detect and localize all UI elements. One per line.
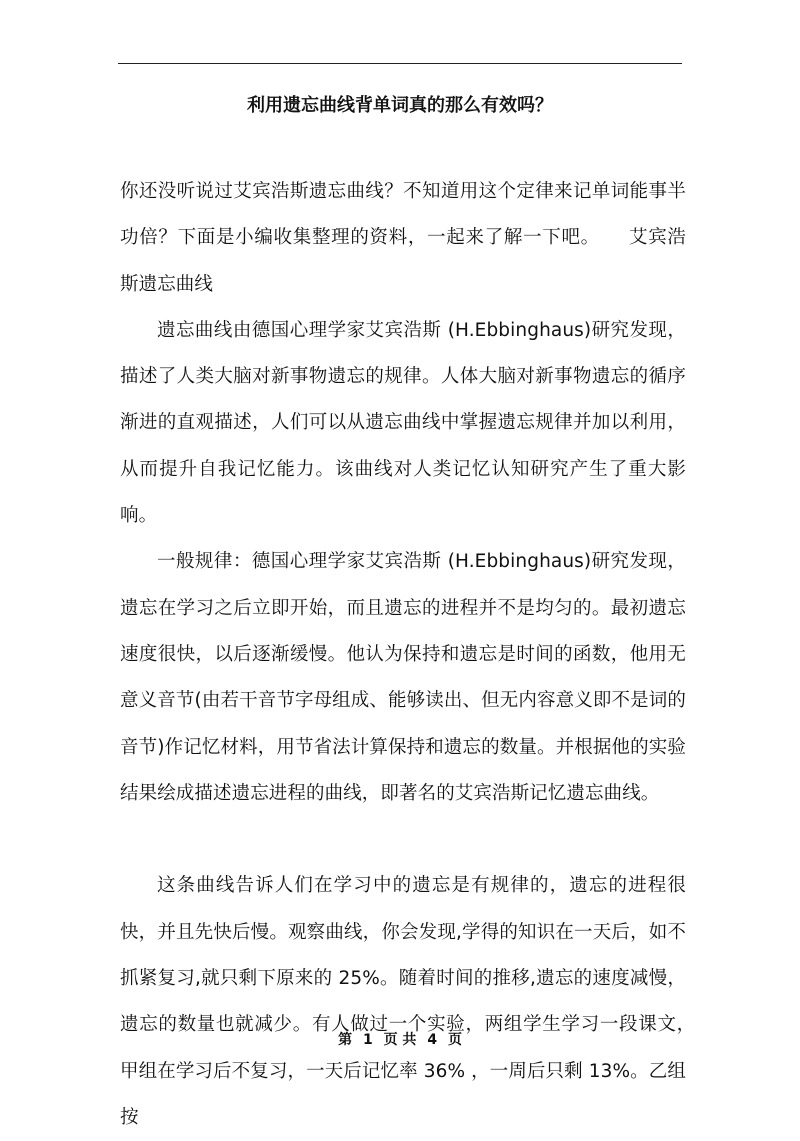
document-body xyxy=(120,169,705,1141)
document-title: 利用遗忘曲线背单词真的那么有效吗？ xyxy=(247,95,553,116)
paragraph-curve-explanation: 这条曲线告诉人们在学习中的遗忘是有规律的，遗忘的进程很快，并且先快后慢。观察曲线，你会发现,学得的知识在一天后，如不抓紧复习,就只剩下原来的 25%。随着时间的推移,遗忘的速度减慢，遗忘的数量也就减少。有人做过一个实验，两组学生学习一段课文， 甲组在学习后不复习，一天后记忆率 36% ，一周后只剩 13%。乙组按 xyxy=(120,875,705,1128)
paragraph-general-rule: 一般规律：德国心理学家艾宾浩斯 (H.Ebbinghaus)研究发现，遗忘在学习之后立即开始，而且遗忘的进程并不是均匀的。最初遗忘速度很快，以后逐渐缓慢。他认为保持和遗忘是时间的函数，他用无意义音节(由若干音节字母组成、能够读出、但无内容意义即不是词的音节)作记忆材料，用节省法计算保持和遗忘的数量。并根据他的实验结果绘成描述遗忘进程的曲线，即著名的艾宾浩斯记忆遗忘曲线。 xyxy=(120,551,686,804)
footer-suffix: 页 xyxy=(447,1032,462,1048)
paragraph-intro: 你还没听说过艾宾浩斯遗忘曲线？不知道用这个定律来记单词能事半功倍？下面是小编收集整理的资料，一起来了解一下吧。 艾宾浩斯遗忘曲线 xyxy=(120,181,686,295)
footer-total-pages: 4 xyxy=(427,1032,438,1048)
footer-middle: 页 共 xyxy=(383,1032,417,1048)
header-rule xyxy=(118,63,682,64)
page-footer xyxy=(0,1030,800,1050)
footer-page-number: 1 xyxy=(362,1032,373,1048)
paragraph-definition: 遗忘曲线由德国心理学家艾宾浩斯 (H.Ebbinghaus)研究发现，描述了人类大脑对新事物遗忘的规律。人体大脑对新事物遗忘的循序渐进的直观描述，人们可以从遗忘曲线中掌握遗忘规律并加以利用，从而提升自我记忆能力。该曲线对人类记忆认知研究产生了重大影响。 xyxy=(120,319,686,527)
footer-prefix: 第 xyxy=(338,1032,353,1048)
paragraph-gap xyxy=(120,817,686,863)
